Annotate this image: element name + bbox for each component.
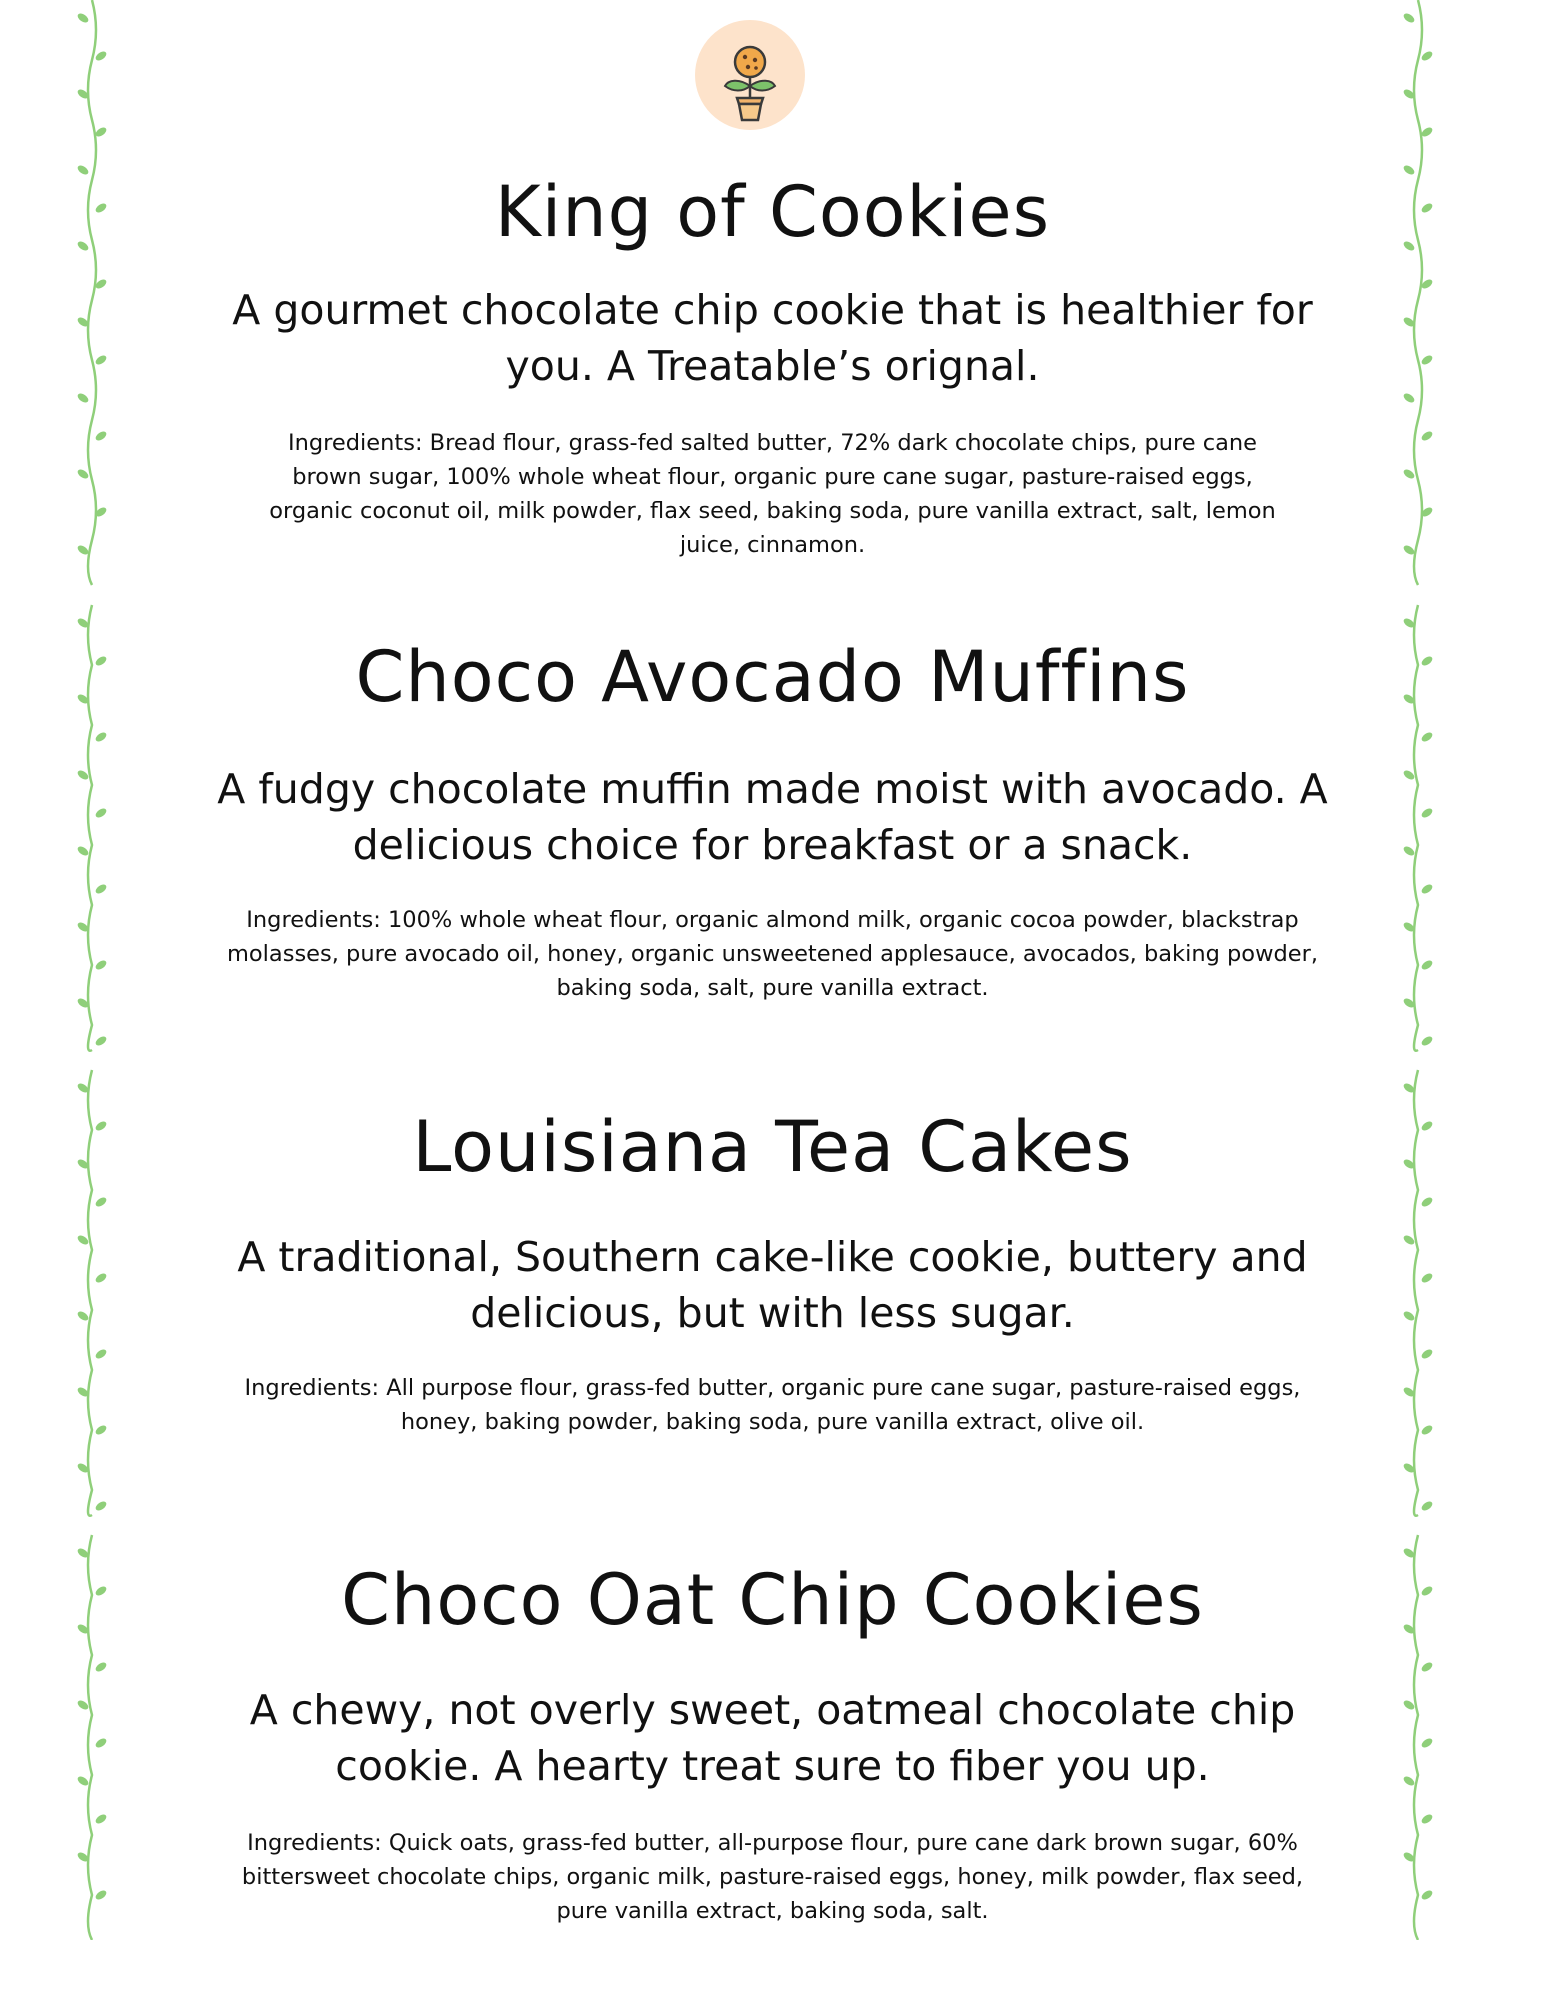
vine-stem (1414, 0, 1422, 585)
vine-leaf (1402, 468, 1416, 481)
vine-leaf (1420, 1035, 1434, 1048)
product-description: A traditional, Southern cake-like cookie, buttery and delicious, but with less sugar. (237, 1233, 1308, 1337)
vine-leaf (94, 807, 108, 820)
vine-leaf (1420, 883, 1434, 896)
vine-leaf (94, 202, 108, 215)
vine-leaf (94, 1661, 108, 1674)
product-title: Louisiana Tea Cakes (412, 1106, 1133, 1188)
vine-leaf (76, 1775, 90, 1788)
vine-stem (88, 1070, 92, 1516)
vine-leaf (1420, 1120, 1434, 1133)
vine-leaf (94, 1813, 108, 1826)
vine-leaf (94, 354, 108, 367)
vine-stem (88, 605, 92, 1051)
vine-leaf (94, 50, 108, 63)
vine-leaf (1402, 12, 1416, 25)
product-description: A chewy, not overly sweet, oatmeal chocolate chip cookie. A hearty treat sure to fiber you up. (249, 1686, 1296, 1790)
vine-leaf (94, 1889, 108, 1902)
vine-leaf (94, 883, 108, 896)
vine-leaf (94, 1348, 108, 1361)
product-king-of-cookies (200, 170, 1345, 562)
vine-leaf (94, 655, 108, 668)
vine-leaf (94, 1272, 108, 1285)
vine-leaf (1420, 1737, 1434, 1750)
vine-leaf (1420, 731, 1434, 744)
vine-leaf (94, 1737, 108, 1750)
vine-leaf (1420, 1585, 1434, 1598)
product-ingredients: Ingredients: Quick oats, grass-fed butter, all-purpose flour, pure cane dark brown sugar, 60% bittersweet chocolate chips, organic milk, pasture-raised eggs, honey, milk powder, flax seed, pure vanilla extract, baking soda, salt. (241, 1830, 1304, 1924)
product-louisiana-tea-cakes (200, 1105, 1345, 1439)
vine-leaf (1402, 1310, 1416, 1323)
product-choco-avocado-muffins (200, 635, 1345, 1005)
vine-leaf (76, 468, 90, 481)
vine-leaf (1420, 655, 1434, 668)
vine-leaf (76, 12, 90, 25)
product-description: A fudgy chocolate muffin made moist with avocado. A delicious choice for breakfast or a snack. (217, 765, 1328, 869)
vine-leaf (94, 731, 108, 744)
vine-leaf (1420, 354, 1434, 367)
vine-leaf (1420, 1889, 1434, 1902)
vine-leaf (94, 1035, 108, 1048)
vine-leaf (94, 1424, 108, 1437)
cookie-plant-icon (695, 20, 805, 130)
vine-stem (1414, 1535, 1418, 1940)
product-ingredients: Ingredients: All purpose flour, grass-fed butter, organic pure cane sugar, pasture-raised eggs, honey, baking powder, baking soda, pure vanilla extract, olive oil. (244, 1375, 1301, 1435)
vine-leaf (1420, 1196, 1434, 1209)
product-title: King of Cookies (494, 171, 1051, 253)
product-title: Choco Oat Chip Cookies (341, 1559, 1204, 1641)
vine-leaf (76, 1310, 90, 1323)
vine-leaf (76, 240, 90, 253)
vine-leaf (94, 1585, 108, 1598)
product-description: A gourmet chocolate chip cookie that is healthier for you. A Treatable’s orignal. (232, 286, 1313, 390)
vine-leaf (1420, 202, 1434, 215)
vine-leaf (76, 845, 90, 858)
vine-leaf (76, 392, 90, 405)
vine-leaf (1402, 240, 1416, 253)
vine-leaf (94, 959, 108, 972)
vine-leaf (94, 1500, 108, 1513)
vine-leaf (1402, 164, 1416, 177)
product-choco-oat-chip-cookies (200, 1558, 1345, 1928)
product-title: Choco Avocado Muffins (355, 636, 1190, 718)
vine-leaf (1420, 1500, 1434, 1513)
vine-leaf (1402, 845, 1416, 858)
vine-leaf (94, 430, 108, 443)
product-ingredients: Ingredients: Bread flour, grass-fed salted butter, 72% dark chocolate chips, pure cane brown sugar, 100% whole wheat flour, organic pure cane sugar, pasture-raised eggs, organic coconut oil, milk powder, flax seed, baking soda, pure vanilla extract, salt, lemon juice, cinnamon. (269, 430, 1276, 558)
vine-leaf (1420, 1348, 1434, 1361)
vine-leaf (1402, 1775, 1416, 1788)
left-vine-border (72, 0, 112, 1940)
vine-leaf (1420, 50, 1434, 63)
vine-stem (88, 1535, 92, 1940)
vine-leaf (1420, 1272, 1434, 1285)
vine-leaf (76, 164, 90, 177)
vine-leaf (1402, 392, 1416, 405)
vine-leaf (1420, 1424, 1434, 1437)
vine-stem (88, 0, 96, 585)
vine-stem (1414, 1070, 1418, 1516)
vine-leaf (94, 1196, 108, 1209)
vine-leaf (1420, 807, 1434, 820)
vine-leaf (1420, 430, 1434, 443)
vine-leaf (1420, 1661, 1434, 1674)
vine-leaf (1420, 959, 1434, 972)
product-ingredients: Ingredients: 100% whole wheat flour, organic almond milk, organic cocoa powder, blackstrap molasses, pure avocado oil, honey, organic unsweetened applesauce, avocados, baking powder, baking soda, salt, pure vanilla extract. (227, 907, 1318, 1001)
vine-leaf (1420, 1813, 1434, 1826)
brand-logo (695, 20, 805, 130)
vine-stem (1414, 605, 1418, 1051)
right-vine-border (1398, 0, 1438, 1940)
vine-leaf (94, 1120, 108, 1133)
